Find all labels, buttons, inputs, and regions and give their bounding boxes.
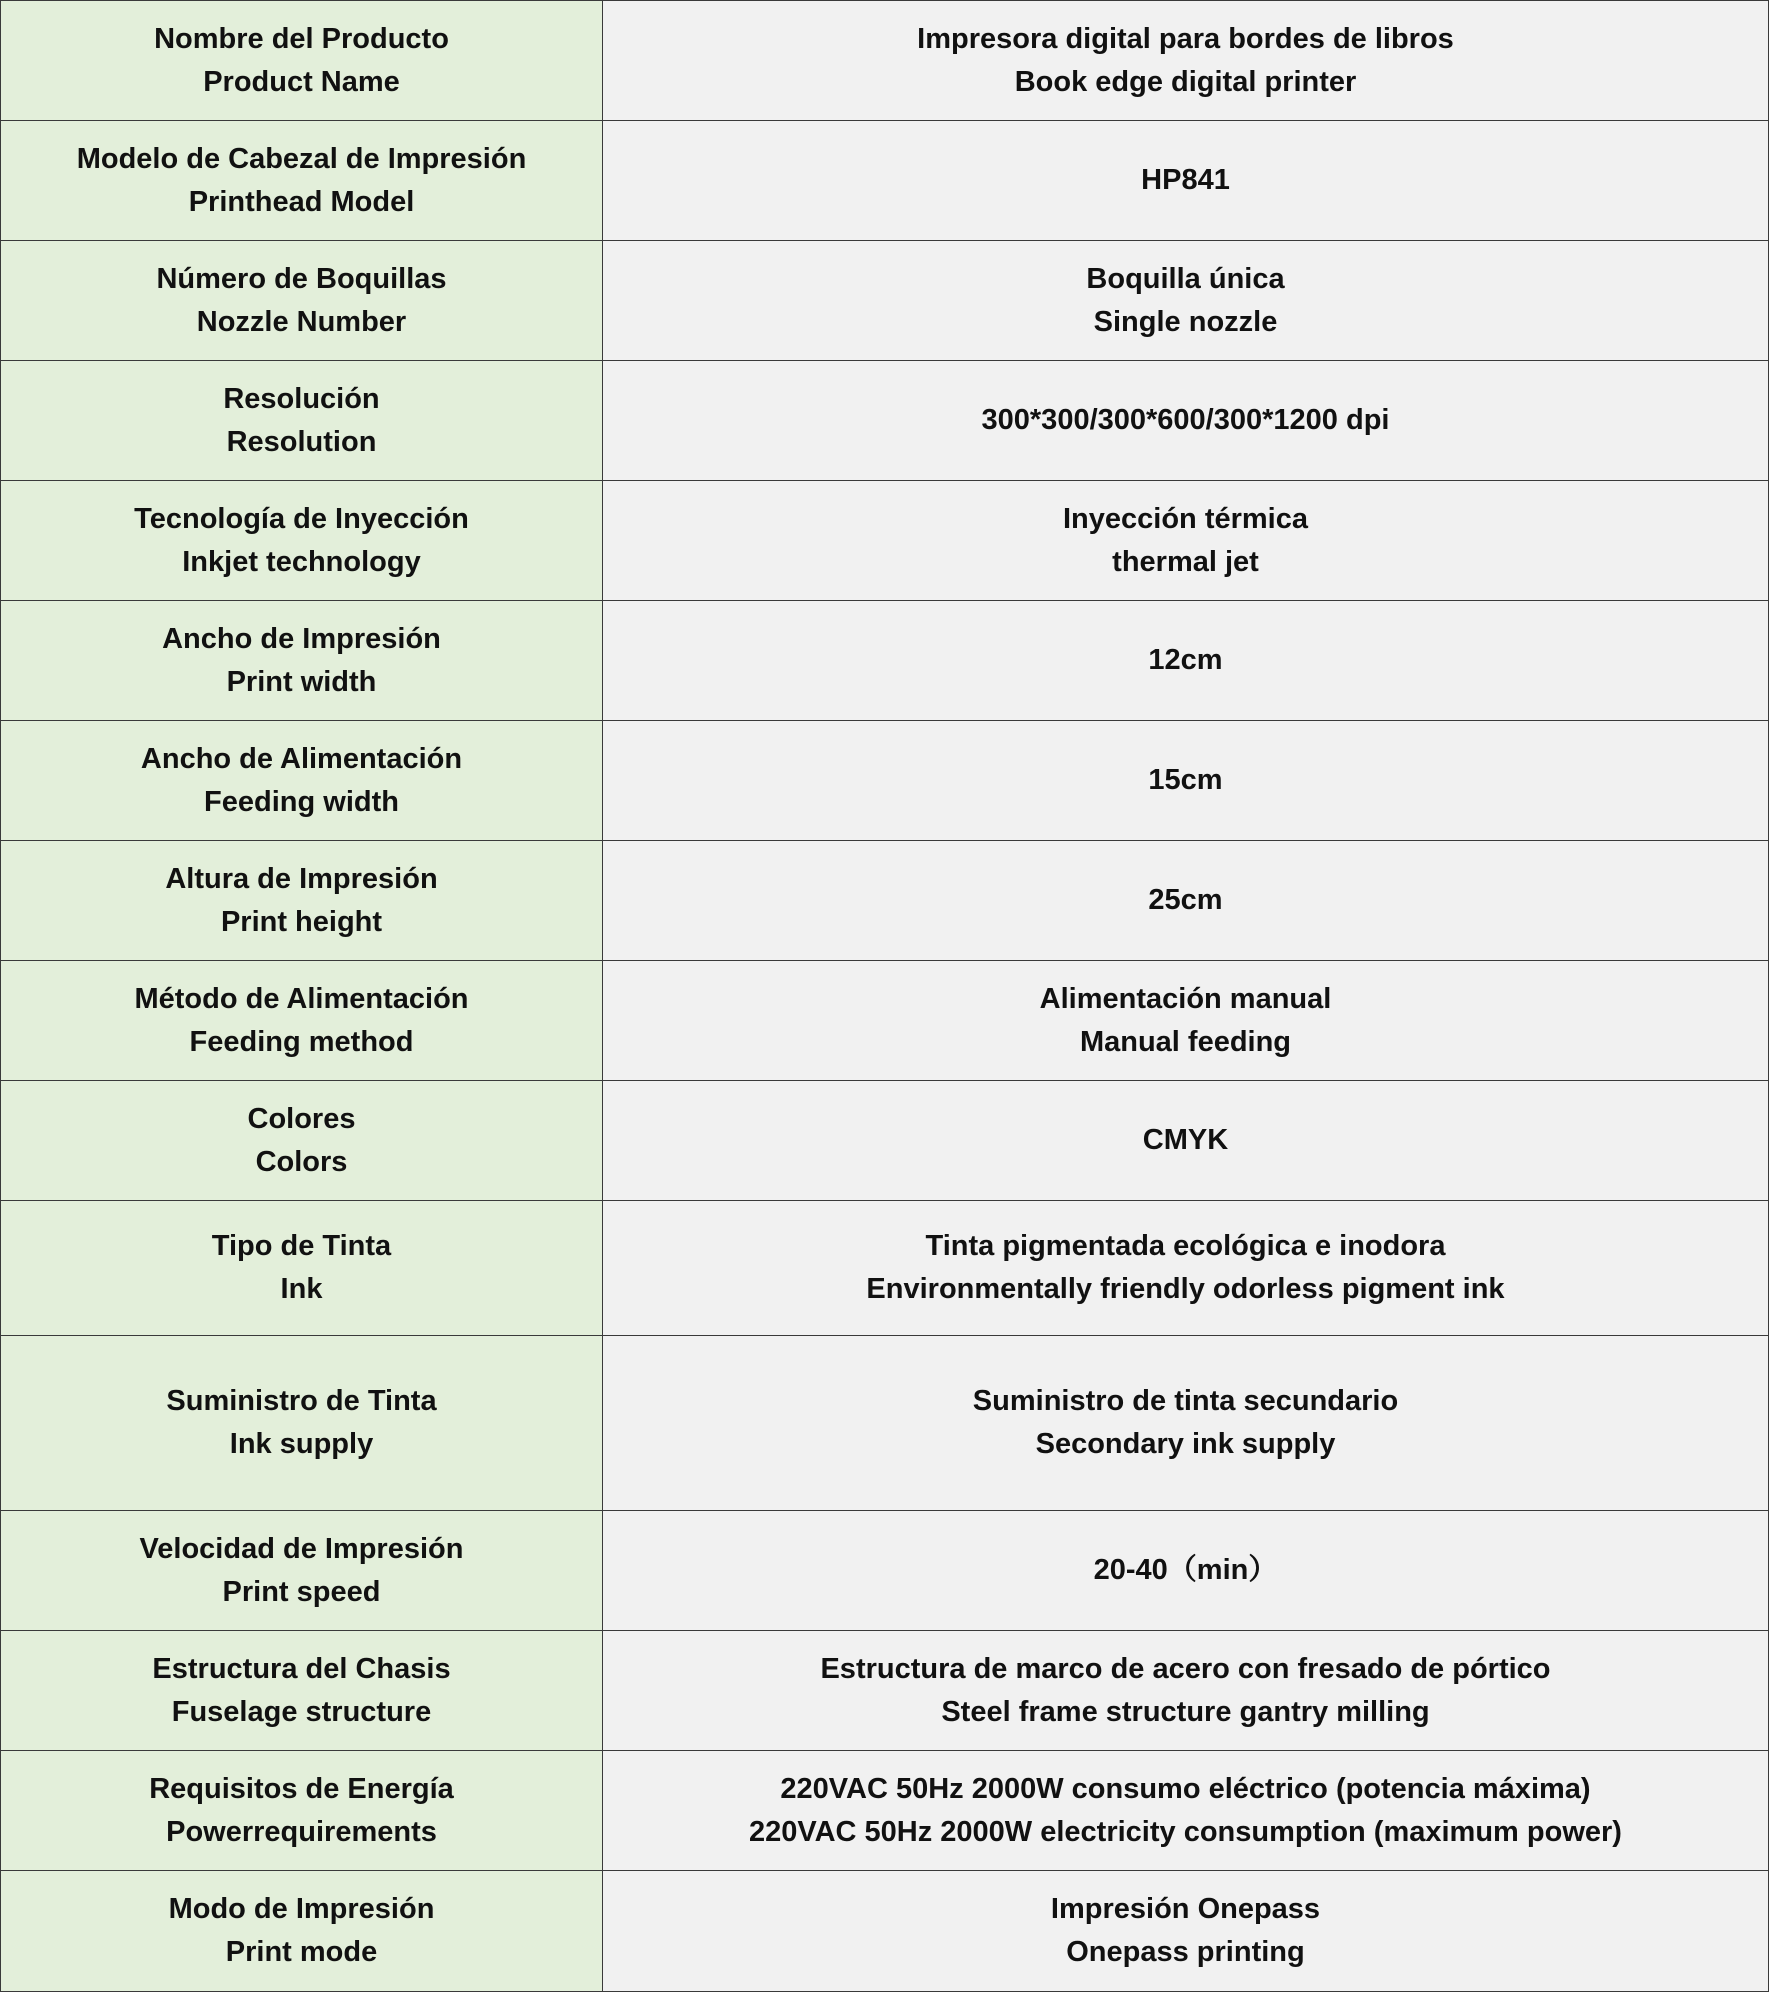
spec-label-english: Resolution [226, 425, 377, 458]
spec-label-english: Fuselage structure [171, 1695, 432, 1728]
spec-label-english: Print height [220, 905, 383, 938]
spec-label-spanish: Estructura del Chasis [152, 1652, 451, 1685]
spec-label-spanish: Ancho de Impresión [162, 622, 441, 655]
spec-value-cell [603, 481, 1769, 601]
spec-value-secondary: Single nozzle [1093, 305, 1278, 338]
spec-label-cell [1, 1336, 603, 1511]
spec-label-spanish: Modo de Impresión [168, 1893, 435, 1925]
spec-label-english: Feeding method [189, 1025, 414, 1058]
spec-label-spanish: Resolución [223, 382, 380, 415]
spec-label-spanish: Método de Alimentación [134, 982, 469, 1015]
spec-value-cell [603, 961, 1769, 1081]
spec-value-cell [603, 1511, 1769, 1631]
spec-value-secondary: Environmentally friendly odorless pigment ink [866, 1273, 1505, 1305]
spec-value-secondary: Secondary ink supply [1035, 1428, 1336, 1460]
table-row [1, 1751, 1769, 1871]
spec-label-spanish: Altura de Impresión [165, 862, 438, 895]
spec-label-spanish: Suministro de Tinta [166, 1385, 437, 1417]
spec-value-primary: Inyección térmica [1063, 502, 1308, 535]
spec-label-cell [1, 1201, 603, 1336]
spec-table-body [1, 1, 1769, 1992]
spec-label-english: Inkjet technology [182, 545, 421, 578]
spec-label-spanish: Ancho de Alimentación [140, 742, 463, 775]
spec-label-cell [1, 601, 603, 721]
spec-label-spanish: Colores [247, 1102, 356, 1135]
spec-label-cell [1, 121, 603, 241]
spec-label-english: Print mode [225, 1936, 378, 1968]
spec-value-primary: 12cm [1148, 644, 1223, 676]
spec-label-spanish: Número de Boquillas [156, 262, 447, 295]
spec-label-cell [1, 1081, 603, 1201]
table-row [1, 1081, 1769, 1201]
table-row [1, 1871, 1769, 1992]
spec-value-primary: 300*300/300*600/300*1200 dpi [981, 404, 1390, 436]
spec-label-cell [1, 1, 603, 121]
spec-label-spanish: Velocidad de Impresión [139, 1532, 464, 1565]
spec-value-cell [603, 1, 1769, 121]
spec-value-secondary: thermal jet [1112, 545, 1259, 578]
spec-value-primary: Suministro de tinta secundario [972, 1385, 1399, 1417]
spec-value-secondary: Steel frame structure gantry milling [941, 1695, 1430, 1728]
spec-value-cell [603, 1336, 1769, 1511]
spec-label-english: Nozzle Number [196, 305, 407, 338]
table-row [1, 361, 1769, 481]
spec-value-secondary: 220VAC 50Hz 2000W electricity consumption (maximum power) [749, 1815, 1622, 1848]
spec-label-english: Print width [226, 665, 377, 698]
spec-label-english: Feeding width [204, 785, 399, 818]
spec-label-cell [1, 481, 603, 601]
spec-label-cell [1, 841, 603, 961]
spec-value-primary: Alimentación manual [1039, 982, 1332, 1015]
spec-value-primary: Impresión Onepass [1050, 1893, 1321, 1925]
spec-label-spanish: Tecnología de Inyección [134, 502, 469, 535]
spec-value-primary: 220VAC 50Hz 2000W consumo eléctrico (potencia máxima) [780, 1772, 1591, 1805]
spec-value-cell [603, 1201, 1769, 1336]
table-row [1, 121, 1769, 241]
spec-value-primary: Impresora digital para bordes de libros [917, 22, 1454, 55]
table-row [1, 1201, 1769, 1336]
spec-value-cell [603, 1751, 1769, 1871]
spec-label-english: Print speed [222, 1575, 381, 1608]
spec-label-spanish: Tipo de Tinta [211, 1230, 392, 1262]
spec-label-spanish: Requisitos de Energía [149, 1772, 454, 1805]
spec-value-secondary: Onepass printing [1066, 1936, 1305, 1968]
spec-label-cell [1, 241, 603, 361]
table-row [1, 1, 1769, 121]
spec-label-english: Printhead Model [188, 185, 415, 218]
spec-value-primary: 25cm [1148, 884, 1223, 916]
spec-value-cell [603, 1631, 1769, 1751]
spec-value-cell [603, 601, 1769, 721]
spec-label-spanish: Nombre del Producto [154, 22, 449, 55]
table-row [1, 601, 1769, 721]
table-row [1, 961, 1769, 1081]
spec-label-cell [1, 361, 603, 481]
spec-value-primary: 15cm [1148, 764, 1223, 796]
spec-value-cell [603, 361, 1769, 481]
spec-label-cell [1, 961, 603, 1081]
table-row [1, 721, 1769, 841]
spec-label-cell [1, 1511, 603, 1631]
spec-value-secondary: Manual feeding [1079, 1025, 1292, 1058]
spec-label-english: Ink [280, 1273, 323, 1305]
spec-label-english: Powerrequirements [166, 1815, 437, 1848]
table-row [1, 241, 1769, 361]
spec-label-spanish: Modelo de Cabezal de Impresión [76, 142, 527, 175]
spec-label-cell [1, 1631, 603, 1751]
spec-value-cell [603, 721, 1769, 841]
table-row [1, 1631, 1769, 1751]
spec-value-primary: Boquilla única [1086, 262, 1285, 295]
table-row [1, 841, 1769, 961]
spec-label-cell [1, 1751, 603, 1871]
spec-value-primary: Tinta pigmentada ecológica e inodora [925, 1230, 1446, 1262]
spec-value-primary: Estructura de marco de acero con fresado de pórtico [820, 1652, 1551, 1685]
spec-value-cell [603, 841, 1769, 961]
spec-label-english: Product Name [203, 65, 400, 98]
spec-value-cell [603, 241, 1769, 361]
table-row [1, 1336, 1769, 1511]
spec-label-cell [1, 721, 603, 841]
table-row [1, 481, 1769, 601]
table-row [1, 1511, 1769, 1631]
spec-label-cell [1, 1871, 603, 1992]
spec-value-cell [603, 1871, 1769, 1992]
spec-label-english: Colors [255, 1145, 348, 1178]
spec-label-english: Ink supply [229, 1428, 374, 1460]
spec-value-secondary: Book edge digital printer [1014, 65, 1357, 98]
spec-value-primary: HP841 [1141, 164, 1230, 196]
spec-value-cell [603, 1081, 1769, 1201]
spec-value-cell [603, 121, 1769, 241]
spec-value-primary: 20-40（min） [1093, 1554, 1278, 1586]
spec-value-primary: CMYK [1142, 1124, 1229, 1156]
